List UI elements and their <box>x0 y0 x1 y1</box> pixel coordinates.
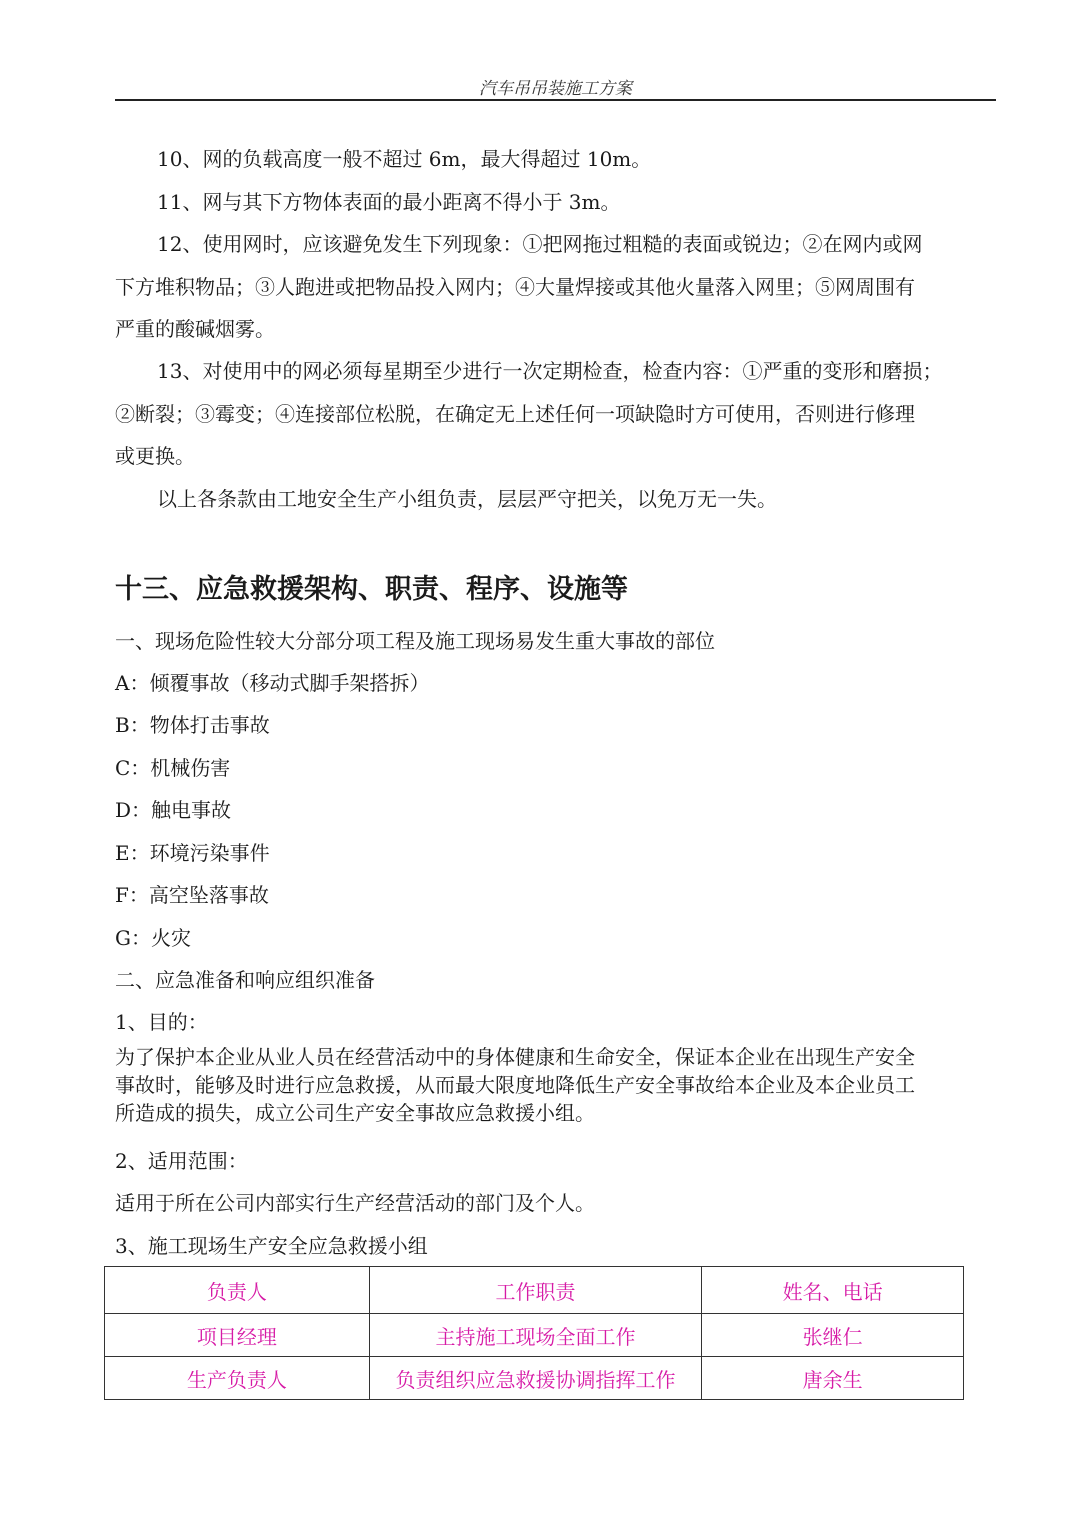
item-10: 10、网的负载高度一般不超过 6m，最大得超过 10m。 <box>157 147 652 171</box>
table-cell: 生产负责人 <box>105 1357 370 1400</box>
accident-d: D：触电事故 <box>115 798 232 822</box>
accident-f: F：高空坠落事故 <box>115 883 269 907</box>
item-11: 11、网与其下方物体表面的最小距离不得小于 3m。 <box>157 190 621 214</box>
scope-label: 2、适用范围： <box>115 1149 248 1173</box>
header-divider <box>115 99 996 101</box>
table-cell: 张继仁 <box>702 1314 964 1357</box>
accident-c: C：机械伤害 <box>115 756 231 780</box>
item-13-line-1: 13、对使用中的网必须每星期至少进行一次定期检查，检查内容：①严重的变形和磨损； <box>157 359 943 383</box>
table-cell: 项目经理 <box>105 1314 370 1357</box>
part2-title: 二、应急准备和响应组织准备 <box>115 968 375 992</box>
closing-statement: 以上各条款由工地安全生产小组负责，层层严守把关，以免万无一失。 <box>157 487 777 511</box>
item-12-line-3: 严重的酸碱烟雾。 <box>115 317 275 341</box>
accident-b: B：物体打击事故 <box>115 713 270 737</box>
table-row <box>105 1314 964 1357</box>
scope-text: 适用于所在公司内部实行生产经营活动的部门及个人。 <box>115 1191 595 1215</box>
table-header-cell: 工作职责 <box>369 1267 702 1314</box>
item-12-line-1: 12、使用网时，应该避免发生下列现象：①把网拖过粗糙的表面或锐边；②在网内或网 <box>157 232 923 256</box>
purpose-label: 1、目的： <box>115 1010 208 1034</box>
table-header-row <box>105 1267 964 1314</box>
table-row <box>105 1357 964 1400</box>
purpose-text-line-1: 为了保护本企业从业人员在经营活动中的身体健康和生命安全，保证本企业在出现生产安全 <box>115 1045 915 1069</box>
table-cell: 主持施工现场全面工作 <box>369 1314 702 1357</box>
item-12-line-2: 下方堆积物品；③人跑进或把物品投入网内；④大量焊接或其他火量落入网里；⑤网周围有 <box>115 275 915 299</box>
accident-a: A：倾覆事故（移动式脚手架搭拆） <box>115 671 430 695</box>
team-label: 3、施工现场生产安全应急救援小组 <box>115 1234 428 1258</box>
purpose-text-line-3: 所造成的损失，成立公司生产安全事故应急救援小组。 <box>115 1101 595 1125</box>
table-cell: 唐余生 <box>702 1357 964 1400</box>
purpose-text-line-2: 事故时，能够及时进行应急救援，从而最大限度地降低生产安全事故给本企业及本企业员工 <box>115 1073 915 1097</box>
page-header: 汽车吊吊装施工方案 <box>479 79 632 99</box>
table-cell: 负责组织应急救援协调指挥工作 <box>369 1357 702 1400</box>
item-13-line-3: 或更换。 <box>115 444 195 468</box>
accident-g: G：火灾 <box>115 926 191 950</box>
item-13-line-2: ②断裂；③霉变；④连接部位松脱，在确定无上述任何一项缺隐时方可使用，否则进行修理 <box>115 402 915 426</box>
accident-e: E：环境污染事件 <box>115 841 270 865</box>
emergency-team-table <box>104 1266 964 1400</box>
table-header-cell: 负责人 <box>105 1267 370 1314</box>
part1-title: 一、现场危险性较大分部分项工程及施工现场易发生重大事故的部位 <box>115 629 715 653</box>
section-heading: 十三、应急救援架构、职责、程序、设施等 <box>115 574 628 605</box>
table-header-cell: 姓名、电话 <box>702 1267 964 1314</box>
